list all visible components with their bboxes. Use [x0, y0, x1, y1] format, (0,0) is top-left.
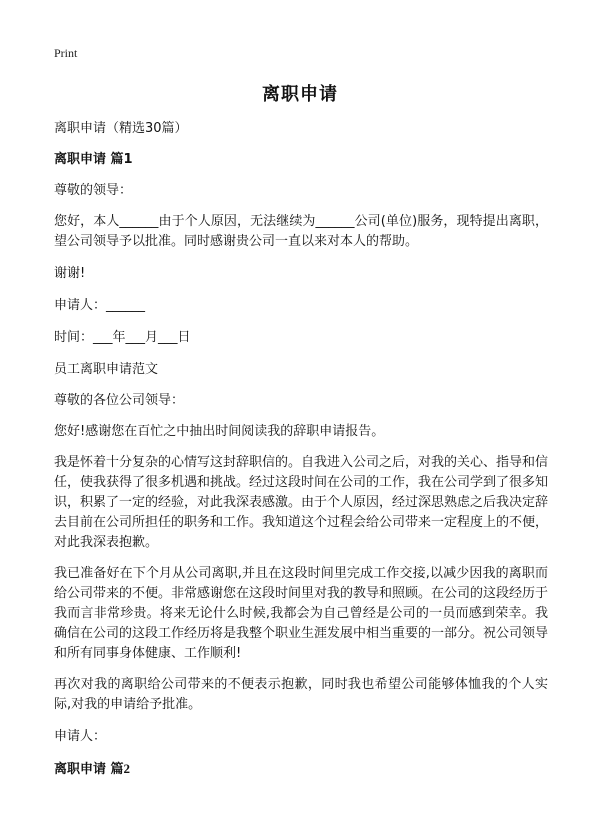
- document-subtitle: 离职申请（精选30篇）: [54, 121, 188, 136]
- date-line: 时间：___年___月___日: [54, 330, 191, 345]
- document-body: [54, 119, 548, 780]
- signature-line: 申请人：: [54, 729, 107, 744]
- salutation: 尊敬的领导：: [54, 183, 133, 198]
- document-title: 离职申请: [262, 84, 338, 105]
- thanks-line: 谢谢!: [54, 266, 86, 281]
- print-link[interactable]: Print: [54, 46, 78, 60]
- sample-paragraph-1: 您好!感谢您在百忙之中抽出时间阅读我的辞职申请报告。: [54, 424, 385, 439]
- section-heading-2-number: 2: [123, 761, 131, 776]
- sample-paragraph-3: 我已准备好在下个月从公司离职,并且在这段时间里完成工作交接,以减少因我的离职而给公司带来的不便。非常感谢您在这段时间里对我的教导和照顾。在公司的这段经历于我而言非常珍贵。将来无论什么时候,我都会为自己曾经是公司的一员而感到荣幸。我确信在公司的这段工作经历将是我整个职业生涯发展中相当重要的一部分。祝公司领导和所有同事身体健康、工作顺利!: [54, 566, 549, 661]
- sample-salutation: 尊敬的各位公司领导：: [54, 393, 185, 408]
- applicant-line: 申请人：______: [54, 298, 146, 313]
- section-heading-1: 离职申请 篇1: [54, 152, 133, 167]
- sample-paragraph-4: 再次对我的离职给公司带来的不便表示抱歉，同时我也希望公司能够体恤我的个人实际,对我的申请给予批准。: [54, 677, 548, 712]
- sample-title: 员工离职申请范文: [54, 362, 159, 377]
- sample-paragraph-2: 我是怀着十分复杂的心情写这封辞职信的。自我进入公司之后，对我的关心、指导和信任，使我获得了很多机遇和挑战。经过这段时间在公司的工作，我在公司学到了很多知识，积累了一定的经验，对此我深表感激。由于个人原因，经过深思熟虑之后我决定辞去目前在公司所担任的职务和工作。我知道这个过程会给公司带来一定程度上的不便，对此我深表抱歉。: [54, 455, 549, 550]
- section-heading-2: [54, 759, 548, 780]
- resignation-paragraph: 您好，本人______由于个人原因，无法继续为______公司(单位)服务，现特提出离职，望公司领导予以批准。同时感谢贵公司一直以来对本人的帮助。: [54, 214, 548, 249]
- section-heading-2-text: 离职申请 篇: [54, 762, 124, 777]
